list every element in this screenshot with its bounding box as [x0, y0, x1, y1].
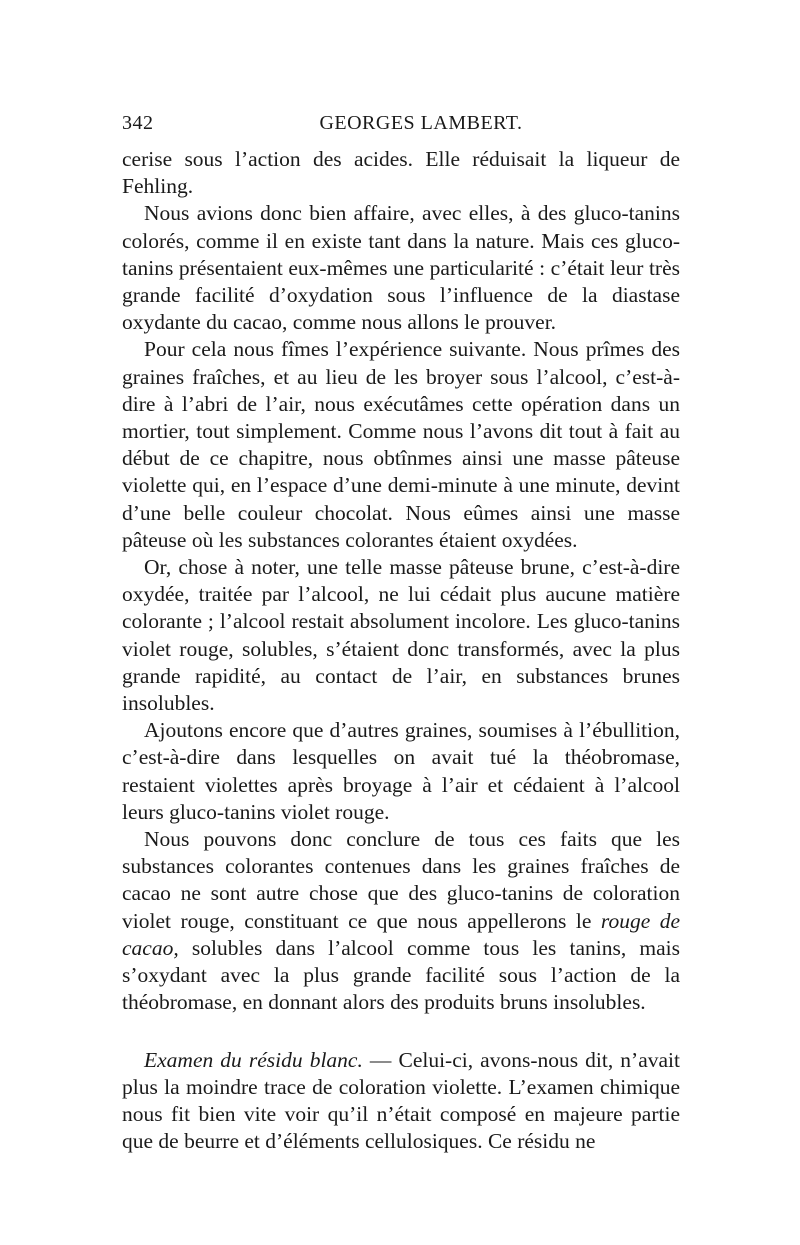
paragraph-gluco-tanins: Nous avions donc bien affaire, avec elles, à des gluco-tanins colorés, comme il en existe tant dans la nature. Mais ces gluco-tanins présentaient eux-mêmes une particularité : c’était leur très grande facilité d’oxydation sous l’influence de la diastase oxydante du cacao, comme nous allons le prouver.: [122, 201, 680, 335]
section-gap: [122, 1017, 680, 1047]
paragraph-residu-blanc: [122, 1047, 680, 1156]
running-head: [122, 112, 680, 146]
paragraph-ebullition: Ajoutons encore que d’autres graines, soumises à l’ébullition, c’est-à-dire dans lesquelles on avait tué la théobromase, restaient violettes après broyage à l’air et cédaient à l’alcool leurs gluco-tanins violet rouge.: [122, 718, 680, 824]
page-number: 342: [122, 112, 154, 134]
body-text: [122, 146, 680, 1155]
residu-blanc-text: — Celui-ci, avons-nous dit, n’avait plus la moindre trace de coloration violette. L’examen chimique nous fit bien vite voir qu’il n’était composé en majeure partie que de beurre et d’éléments cellulosiques. Ce résidu ne: [122, 1047, 680, 1154]
running-title: GEORGES LAMBERT.: [319, 112, 523, 134]
paragraph-masse-brune: Or, chose à noter, une telle masse pâteuse brune, c’est-à-dire oxydée, traitée par l’alcool, ne lui cédait plus aucune matière colorante ; l’alcool restait absolument incolore. Les gluco-tanins violet rouge, solubles, s’étaient donc transformés, avec la plus grande rapidité, au contact de l’air, en substances brunes insolubles.: [122, 555, 680, 716]
paragraph-conclusion: [122, 826, 680, 1016]
section-heading-residu-blanc: Examen du résidu blanc.: [144, 1047, 363, 1072]
paragraph-experience: Pour cela nous fîmes l’expérience suivante. Nous prîmes des graines fraîches, et au lieu de les broyer sous l’alcool, c’est-à-dire à l’abri de l’air, nous exécutâmes cette opération dans un mortier, tout simplement. Comme nous l’avons dit tout à fait au début de ce chapitre, nous obtînmes ainsi une masse pâteuse violette qui, en l’espace d’une demi-minute à une minute, devint d’une belle couleur chocolat. Nous eûmes ainsi une masse pâteuse où les substances colorantes étaient oxydées.: [122, 337, 680, 552]
conclusion-text-start: Nous pouvons donc conclure de tous ces faits que les substances colorantes contenues dans les graines fraîches de cacao ne sont autre chose que des gluco-tanins de coloration violet rouge, constituant ce que nous appellerons le: [122, 827, 680, 933]
rouge-de-cacao-term: rouge de cacao,: [122, 908, 681, 960]
book-page: [122, 112, 680, 1155]
paragraph-continued: cerise sous l’action des acides. Elle réduisait la liqueur de Fehling.: [122, 147, 680, 199]
conclusion-text-end: solubles dans l’alcool comme tous les tanins, mais s’oxydant avec la plus grande facilité sous l’action de la théobromase, en donnant alors des produits bruns insolubles.: [122, 935, 680, 1015]
